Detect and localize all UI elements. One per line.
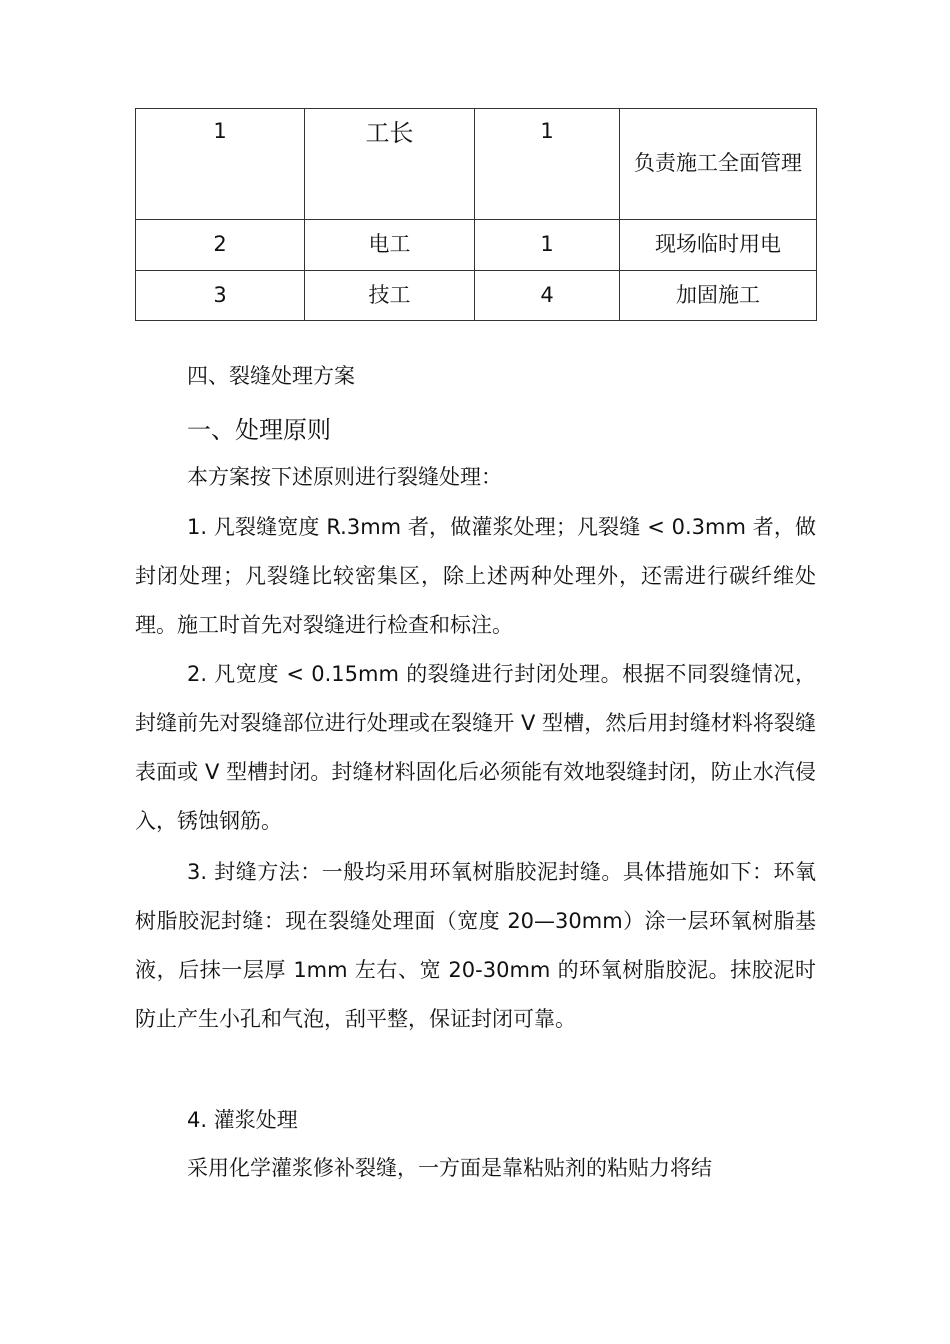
table-row	[136, 109, 817, 220]
paragraph-4-title: 4. 灌浆处理	[187, 1108, 298, 1132]
table-cell-count: 1	[475, 220, 620, 271]
staff-table	[135, 108, 817, 321]
role-text: 工长	[365, 119, 414, 147]
paragraph-3: 3. 封缝方法：一般均采用环氧树脂胶泥封缝。具体措施如下：环氧树脂胶泥封缝：现在裂缝处理面（宽度 20—30mm）涂一层环氧树脂基液，后抹一层厚 1mm 左右、宽 20-30mm 的环氧树脂胶泥。抹胶泥时防止产生小孔和气泡，刮平整，保证封闭可靠。	[135, 860, 816, 1031]
paragraph-2: 2. 凡宽度 < 0.15mm 的裂缝进行封闭处理。根据不同裂缝情况，封缝前先对裂缝部位进行处理或在裂缝开 V 型槽，然后用封缝材料将裂缝表面或 V 型槽封闭。封缝材料固化后必须能有效地裂缝封闭，防止水汽侵入，锈蚀钢筋。	[135, 662, 816, 833]
paragraph-1: 1. 凡裂缝宽度 R.3mm 者，做灌浆处理；凡裂缝 < 0.3mm 者，做封闭处理；凡裂缝比较密集区，除上述两种处理外，还需进行碳纤维处理。施工时首先对裂缝进行检查和标注。	[135, 515, 816, 637]
table-row	[136, 271, 817, 321]
intro-text: 本方案按下述原则进行裂缝处理：	[187, 465, 502, 489]
table-cell-count: 4	[475, 271, 620, 321]
table-row	[136, 220, 817, 271]
section-title: 四、裂缝处理方案	[187, 364, 355, 388]
paragraph-5: 采用化学灌浆修补裂缝，一方面是靠粘贴剂的粘贴力将结	[187, 1156, 712, 1180]
subsection-title: 一、处理原则	[187, 416, 331, 444]
table-cell-duty: 负责施工全面管理	[620, 109, 817, 220]
table-cell-role	[305, 109, 475, 220]
table-cell-no: 2	[136, 220, 305, 271]
table-cell-no: 1	[136, 109, 305, 220]
table-cell-count: 1	[475, 109, 620, 220]
table-cell-no: 3	[136, 271, 305, 321]
table-cell-duty: 加固施工	[620, 271, 817, 321]
table-cell-role: 电工	[305, 220, 475, 271]
table-cell-role: 技工	[305, 271, 475, 321]
table-cell-duty: 现场临时用电	[620, 220, 817, 271]
